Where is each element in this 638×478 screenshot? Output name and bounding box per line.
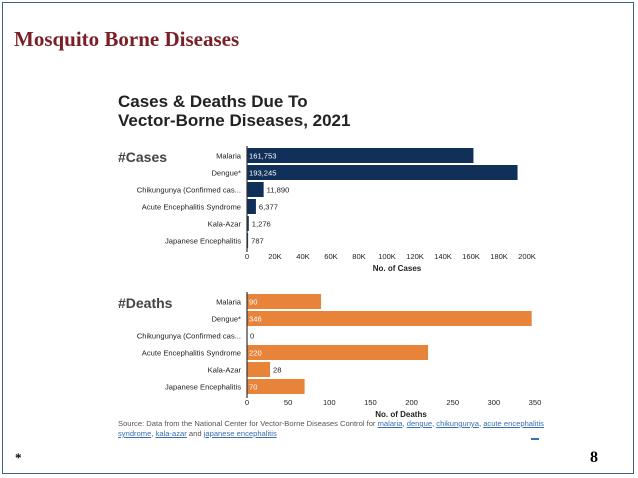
deaths-tick-label: 150 <box>364 398 377 407</box>
cases-section-label: #Cases <box>118 149 168 165</box>
deaths-tick-label: 200 <box>405 398 418 407</box>
cases-category-label: Malaria <box>216 151 241 161</box>
source-link-dengue[interactable]: dengue <box>406 419 433 428</box>
cases-bar <box>247 165 518 180</box>
source-mark <box>531 438 539 440</box>
cases-tick-label: 60K <box>324 252 338 261</box>
deaths-bar <box>247 345 428 360</box>
deaths-category-label: Kala-Azar <box>207 365 241 375</box>
cases-data-label: 193,245 <box>249 168 277 178</box>
deaths-tick-label: 250 <box>446 398 460 407</box>
cases-tick-label: 200K <box>518 252 536 261</box>
cases-category-label: Dengue* <box>211 168 241 178</box>
deaths-axis-title: No. of Deaths <box>375 410 427 419</box>
deaths-tick-label: 350 <box>528 398 542 407</box>
deaths-category-label: Japanese Encephalitis <box>165 382 241 392</box>
source-prefix: Source: Data from the National Center for Vector-Borne Diseases Control for <box>118 419 378 428</box>
cases-bar <box>247 199 256 214</box>
deaths-bar <box>247 311 532 326</box>
cases-tick-label: 100K <box>378 252 396 261</box>
cases-axis-title: No. of Cases <box>372 264 422 273</box>
cases-tick-label: 0 <box>244 252 250 261</box>
cases-data-label: 787 <box>251 236 264 246</box>
deaths-section-label: #Deaths <box>118 295 173 311</box>
deaths-data-label: 0 <box>250 331 255 341</box>
chart-title: Cases & Deaths Due To Vector-Borne Diseases, 2021 <box>118 92 351 130</box>
deaths-tick-label: 100 <box>322 398 336 407</box>
deaths-bar <box>247 294 321 309</box>
deaths-category-label: Malaria <box>216 297 241 307</box>
cases-category-label: Kala-Azar <box>207 219 241 229</box>
cases-tick-label: 40K <box>296 252 310 261</box>
cases-tick-label: 120K <box>406 252 424 261</box>
cases-bar <box>247 182 264 197</box>
cases-bar <box>247 148 473 163</box>
deaths-category-label: Acute Encephalitis Syndrome <box>141 348 241 358</box>
cases-tick-label: 20K <box>268 252 282 261</box>
deaths-data-label: 28 <box>273 365 282 375</box>
source-link-kala-azar[interactable]: kala-azar <box>155 429 187 438</box>
deaths-data-label: 220 <box>249 348 262 358</box>
cases-tick-label: 180K <box>490 252 508 261</box>
deaths-tick-label: 300 <box>487 398 501 407</box>
source-note: Source: Data from the National Center for Vector-Borne Diseases Control for malaria, dengue, chikungunya, acute encephalitis syndrome, kala-azar and japanese encephalitis <box>118 419 544 438</box>
source-link-japanese-encephalitis[interactable]: japanese encephalitis <box>203 429 277 438</box>
footnote-symbol: * <box>15 450 22 465</box>
cases-tick-label: 80K <box>352 252 366 261</box>
page-number: 8 <box>590 449 598 466</box>
deaths-data-label: 90 <box>249 297 258 307</box>
source-link-malaria[interactable]: malaria <box>377 419 403 428</box>
cases-category-label: Acute Encephalitis Syndrome <box>141 202 241 212</box>
deaths-category-label: Dengue* <box>211 314 241 324</box>
cases-data-label: 161,753 <box>249 151 277 161</box>
deaths-bar <box>247 362 270 377</box>
cases-data-label: 6,377 <box>258 202 278 212</box>
source-link-aes[interactable]: acute encephalitis syndrome <box>118 419 544 438</box>
deaths-data-label: 346 <box>249 314 262 324</box>
slide-title: Mosquito Borne Diseases <box>14 27 240 51</box>
cases-tick-label: 140K <box>434 252 452 261</box>
source-link-chikungunya[interactable]: chikungunya <box>436 419 479 428</box>
cases-tick-label: 160K <box>462 252 480 261</box>
deaths-category-label: Chikungunya (Confirmed cas... <box>136 331 241 341</box>
deaths-tick-label: 0 <box>244 398 250 407</box>
deaths-data-label: 70 <box>249 382 258 392</box>
cases-category-label: Japanese Encephalitis <box>165 236 241 246</box>
cases-data-label: 1,276 <box>251 219 271 229</box>
cases-category-label: Chikungunya (Confirmed cas... <box>136 185 241 195</box>
deaths-tick-label: 50 <box>283 398 293 407</box>
cases-data-label: 11,890 <box>266 185 290 195</box>
